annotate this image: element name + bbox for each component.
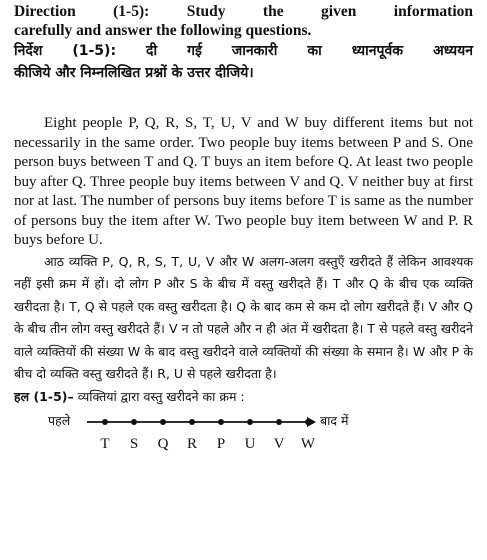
order-person-u: U	[244, 436, 256, 453]
solution-text: व्यक्तियां द्वारा वस्तु खरीदने का क्रम :	[73, 389, 245, 405]
order-dot	[276, 419, 282, 425]
direction-heading-hindi	[14, 40, 473, 84]
heading-en-line-1: Direction (1-5): Study the given information	[14, 3, 473, 20]
order-person-s: S	[129, 436, 139, 453]
document-page	[14, 0, 473, 456]
order-dot	[218, 419, 224, 425]
before-label: पहले	[48, 413, 71, 429]
puzzle-paragraph-hindi: आठ व्यक्ति P, Q, R, S, T, U, V और W अलग-अलग वस्तुएँ खरीदते हैं लेकिन आवश्यक नहीं इसी क्रम में हों। दो लोग P और S के बीच में वस्तु खरीदते हैं। T और Q के बीच एक व्यक्ति खरीदता है। T, Q से पहले एक वस्तु खरीदता है। Q के बाद कम से कम दो लोग खरीदते हैं। V और Q के बीच तीन लोग वस्तु खरीदते हैं। V न तो पहले और न ही अंत में खरीदता है। T से पहले वस्तु खरीदने वाले व्यक्तियों की संख्या W के बाद वस्तु खरीदने वाले व्यक्तियों की संख्या के समान है। W और P के बीच दो व्यक्ति वस्तु खरीदते हैं। R, U से पहले खरीदता है।	[14, 253, 473, 382]
order-person-w: W	[300, 436, 316, 453]
order-person-r: R	[186, 436, 197, 453]
heading-hi-line-2: कीजिये और निम्नलिखित प्रश्नों के उत्तर दीजिये।	[14, 65, 254, 81]
order-dot	[131, 419, 137, 425]
order-person-p: P	[216, 436, 226, 453]
order-dot	[247, 419, 253, 425]
order-dot	[160, 419, 166, 425]
heading-hi-line-1: निर्देश (1-5): दी गई जानकारी का ध्यानपूर्वक अध्ययन	[14, 43, 473, 59]
order-person-v: V	[273, 436, 285, 453]
purchase-order-diagram	[14, 410, 473, 456]
direction-heading-english	[14, 2, 473, 40]
heading-en-line-2: carefully and answer the following questions.	[14, 22, 312, 39]
solution-label: हल (1-5)–	[14, 389, 74, 405]
order-dot	[189, 419, 195, 425]
order-person-q: Q	[157, 436, 169, 453]
after-label: बाद में	[320, 413, 349, 429]
order-person-t: T	[100, 436, 110, 453]
solution-heading	[14, 386, 473, 408]
puzzle-paragraph-english: Eight people P, Q, R, S, T, U, V and W buy different items but not necessarily in the same order. Two people buy items between P and S. One person buys between T and Q. T buys an item before Q. At least two people buy after Q. Three people buy items between V and Q. V neither buy at first nor at last. The number of persons buy items before T is same as the number of persons buy the item after W. Two people buy item between W and P. R buys before U.	[14, 115, 473, 248]
order-dot	[102, 419, 108, 425]
order-dot	[305, 419, 311, 425]
